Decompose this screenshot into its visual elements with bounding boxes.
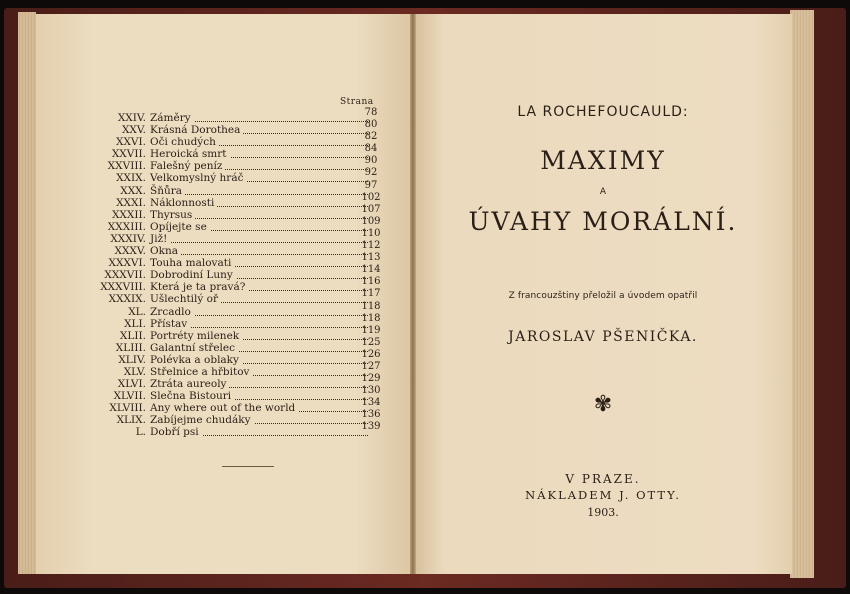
toc-entry-page: 114: [361, 264, 381, 276]
toc-entry: [0, 300, 412, 318]
toc-entry-page: 116: [361, 276, 381, 288]
toc-entry-number: XLVII.: [113, 390, 146, 403]
toc-entry-number: XLIV.: [118, 353, 146, 366]
toc-entry-page: 78: [364, 107, 378, 118]
toc-entry-title: Která je ta pravá?: [150, 281, 248, 293]
toc-entry-page: 97: [364, 179, 378, 191]
toc-entry-title: Touha malovati: [150, 257, 234, 269]
toc-entry-number: XLVIII.: [109, 402, 146, 415]
toc-entry-page: 80: [364, 119, 378, 131]
toc-entry-title: Náklonnosti: [150, 197, 217, 209]
toc-entry-page: 119: [361, 324, 381, 336]
toc-entry-title: Thyrsus: [150, 209, 195, 221]
toc-entry-page: 113: [361, 252, 381, 264]
toc-entry-page: 134: [361, 397, 381, 409]
toc-entry: [0, 215, 412, 233]
toc-entry: [0, 107, 412, 124]
toc-entry-title: Galantní střelec: [150, 342, 238, 354]
toc-entry-number: XXVIII.: [107, 160, 146, 173]
toc-entry-number: XLII.: [119, 329, 146, 342]
toc-entry-number: XXXVI.: [108, 257, 146, 270]
toc-entry-title: Záměry: [150, 112, 194, 124]
title-line-2: ÚVAHY MORÁLNÍ.: [468, 207, 738, 236]
toc-entry-title: Šňůra: [150, 185, 185, 197]
toc-entry-number: XXXVII.: [104, 269, 146, 282]
toc-entry-title: Opíjejte se: [150, 221, 210, 233]
toc-entry-number: XXXIV.: [110, 232, 146, 245]
toc-entry-title: Střelnice a hřbitov: [150, 366, 253, 378]
toc-leader-dots: [150, 233, 368, 243]
toc-entry-title: Slečna Bistouri: [150, 390, 234, 402]
toc-entry-page: 126: [361, 348, 381, 360]
author-name: LA ROCHEFOUCAULD:: [517, 104, 689, 120]
toc-entry: [0, 203, 412, 221]
toc-entry-page: 125: [361, 336, 381, 348]
toc-entry-page: 82: [364, 131, 378, 143]
toc-entry-page: 130: [361, 385, 381, 397]
toc-entry: [0, 179, 412, 197]
toc-entry-title: Portréty milenek: [150, 330, 242, 342]
toc-entry-page: 118: [361, 300, 381, 312]
page-stack-right: [790, 10, 814, 578]
toc-entry-title: Ušlechtilý oř: [150, 293, 221, 305]
toc-entry-number: XXXII.: [111, 208, 146, 221]
toc-entry-page: 84: [364, 143, 378, 155]
toc-entry-title: Dobrodiní Luny: [150, 269, 236, 281]
toc-entry-page: 92: [364, 167, 378, 179]
toc-entry: [0, 227, 412, 245]
toc-entry-number: XLV.: [123, 365, 146, 378]
toc-entry-title: Dobří psi: [150, 426, 202, 438]
toc-entry-title: Velkomyslný hráč: [150, 172, 246, 184]
toc-entry-title: Zrcadlo: [150, 306, 194, 318]
toc-entry-title: Již!: [150, 233, 170, 245]
title-conjunction: A: [599, 187, 607, 197]
toc-entry-page: 139: [361, 421, 381, 433]
toc-entry-page: 136: [361, 409, 381, 421]
toc-entry-page: 112: [361, 240, 381, 252]
toc-entry-number: XLI.: [124, 317, 146, 330]
toc-entry-number: XLIII.: [115, 341, 146, 354]
toc-entry-number: XXVII.: [111, 148, 146, 161]
toc-entry: [0, 312, 412, 330]
toc-entry-title: Zabíjejme chudáky: [150, 414, 254, 426]
toc-entry-number: XXXIX.: [108, 293, 146, 306]
toc-entry-page: 90: [364, 155, 378, 167]
publication-year: 1903.: [587, 506, 619, 519]
toc-entry: [0, 348, 412, 366]
toc-entry-number: XLIX.: [116, 414, 146, 427]
toc-entry-title: Oči chudých: [150, 136, 219, 148]
toc-entry: [0, 324, 412, 342]
flower-ornament-icon: ✾: [593, 392, 613, 417]
toc-entry-page: 127: [361, 360, 381, 372]
title-line-1: MAXIMY: [540, 146, 666, 175]
toc-entry-number: XXIV.: [117, 112, 146, 124]
toc-entry: [0, 421, 412, 439]
toc-entry-number: XXV.: [121, 124, 146, 137]
toc-entry-number: XXVI.: [115, 136, 146, 149]
toc-entry-number: XXIX.: [116, 172, 146, 185]
toc-entry-page: 117: [361, 288, 381, 300]
toc-entry-title: Ztráta aureoly: [150, 378, 229, 390]
toc-entry-number: XXXIII.: [107, 220, 146, 233]
publication-place: V PRAZE.: [565, 472, 641, 486]
toc-entry-number: L.: [135, 426, 146, 439]
toc-entry: [0, 336, 412, 354]
toc-entry-number: XXXVIII.: [100, 281, 146, 294]
toc-entry-number: XXXI.: [116, 196, 146, 209]
publisher: NÁKLADEM J. OTTY.: [525, 488, 681, 502]
toc-entry-page: 107: [361, 203, 381, 215]
end-rule: [222, 466, 274, 467]
toc-entry-title: Okna: [150, 245, 181, 257]
toc-entry-number: XLVI.: [117, 378, 146, 391]
toc-entry-page: 102: [361, 191, 381, 203]
toc-header: Strana: [340, 97, 374, 107]
toc-entry: [0, 191, 412, 209]
translation-note: Z francouzštiny přeložil a úvodem opatřil: [508, 291, 698, 301]
toc-entry-number: XXX.: [120, 184, 146, 197]
toc-entry-title: Krásná Dorothea: [150, 124, 243, 136]
toc-entry-page: 109: [361, 215, 381, 227]
toc-entry-title: Polévka a oblaky: [150, 354, 242, 366]
toc-entry-number: XXXV.: [114, 245, 146, 258]
toc-entry-number: XL.: [128, 305, 146, 318]
toc-leader-dots: [150, 245, 368, 255]
toc-entry-page: 129: [361, 373, 381, 385]
toc-entry-title: Any where out of the world: [150, 402, 298, 414]
toc-entry-title: Přístav: [150, 318, 190, 330]
table-of-contents: [0, 107, 412, 439]
toc-entry: [0, 360, 412, 378]
translator-name: JAROSLAV PŠENIČKA.: [508, 329, 698, 345]
toc-entry-page: 118: [361, 312, 381, 324]
toc-entry-title: Heroická smrt: [150, 148, 230, 160]
toc-entry-title: Falešný peníz: [150, 160, 225, 172]
toc-entry-page: 110: [361, 227, 381, 239]
